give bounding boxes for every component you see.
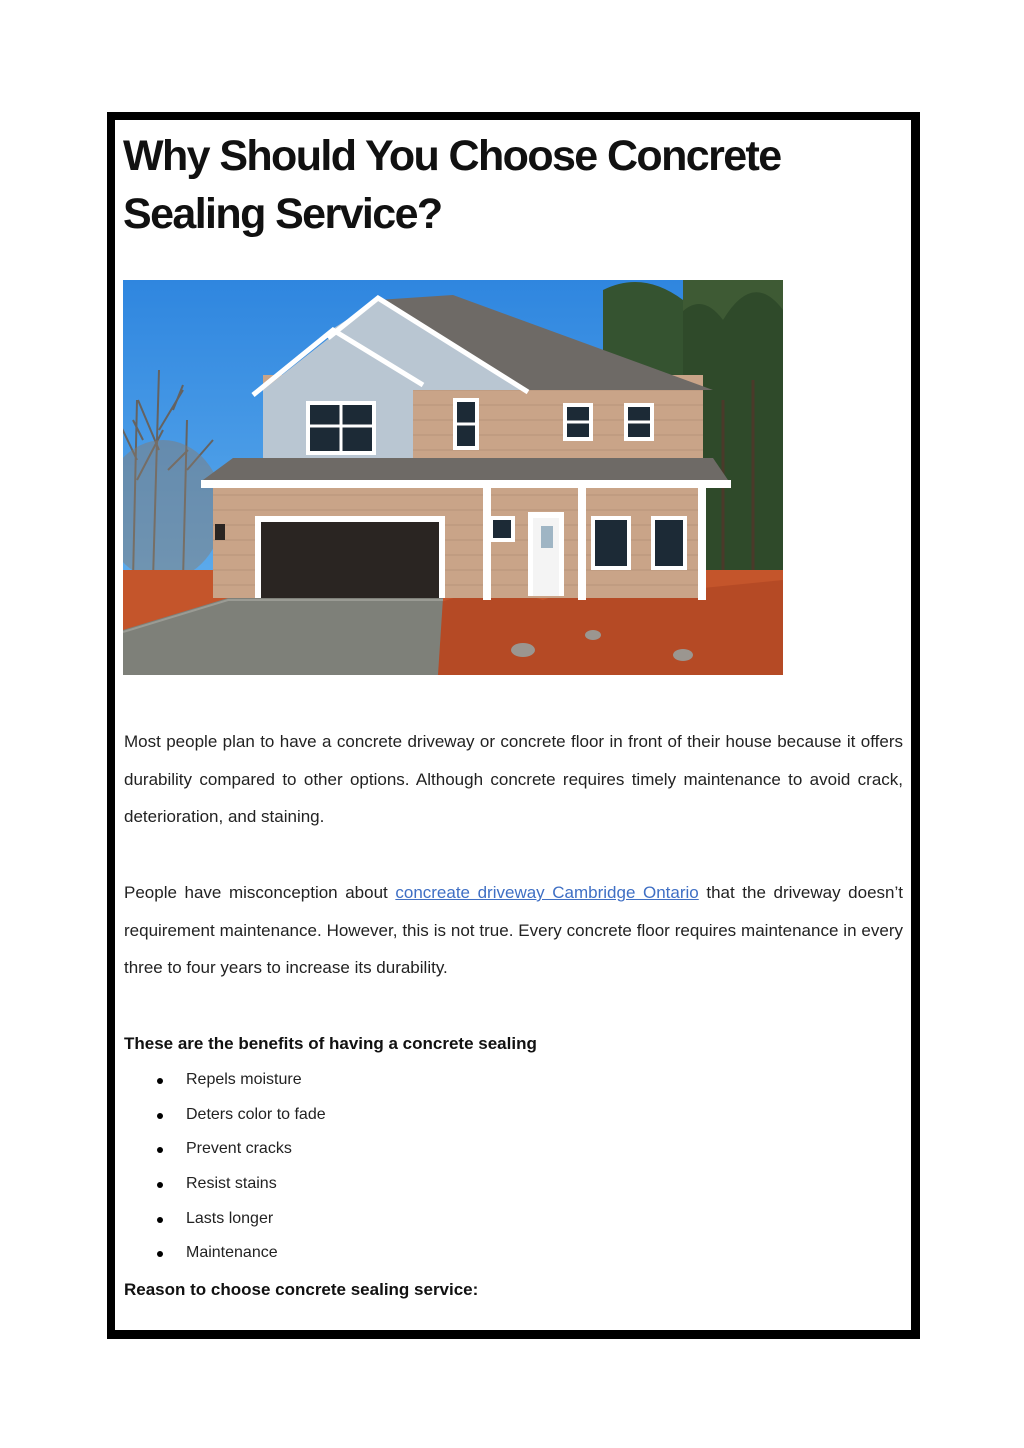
bullet-icon: [157, 1078, 163, 1084]
benefit-text: Repels moisture: [186, 1071, 302, 1088]
list-item: [124, 1136, 724, 1171]
list-item: [124, 1102, 724, 1137]
benefit-text: Prevent cracks: [186, 1140, 292, 1158]
misconception-paragraph: [124, 874, 903, 987]
house-photo: [123, 280, 783, 675]
list-item: [124, 1067, 724, 1102]
bullet-icon: [157, 1182, 163, 1188]
list-item: [124, 1240, 724, 1275]
benefit-text: Deters color to fade: [186, 1105, 326, 1123]
benefit-text: Lasts longer: [186, 1209, 274, 1227]
misconception-text-after: that the driveway doesn’t requirement maintenance. However, this is not true. Every concrete floor requires maintenance in every three to four years to increase its durability.: [124, 883, 903, 977]
bullet-icon: [157, 1217, 163, 1223]
bullet-icon: [157, 1147, 163, 1153]
page-title: Why Should You Choose Concrete Sealing Service?: [123, 132, 781, 238]
list-item: [124, 1171, 724, 1206]
bullet-icon: [157, 1113, 163, 1119]
reason-heading: Reason to choose concrete sealing service:: [124, 1280, 479, 1299]
cambridge-driveway-link[interactable]: concreate driveway Cambridge Ontario: [395, 883, 699, 902]
bullet-icon: [157, 1251, 163, 1257]
intro-paragraph: Most people plan to have a concrete driveway or concrete floor in front of their house because it offers durability compared to other options. Although concrete requires timely maintenance to avoid crack, deterioration, and staining.: [124, 732, 903, 826]
benefits-list: [124, 1067, 724, 1275]
benefit-text: Resist stains: [186, 1175, 277, 1193]
list-item: [124, 1206, 724, 1241]
benefit-text: Maintenance: [186, 1244, 278, 1262]
benefits-heading: These are the benefits of having a concrete sealing: [124, 1034, 537, 1053]
misconception-text-before: People have misconception about: [124, 883, 396, 902]
